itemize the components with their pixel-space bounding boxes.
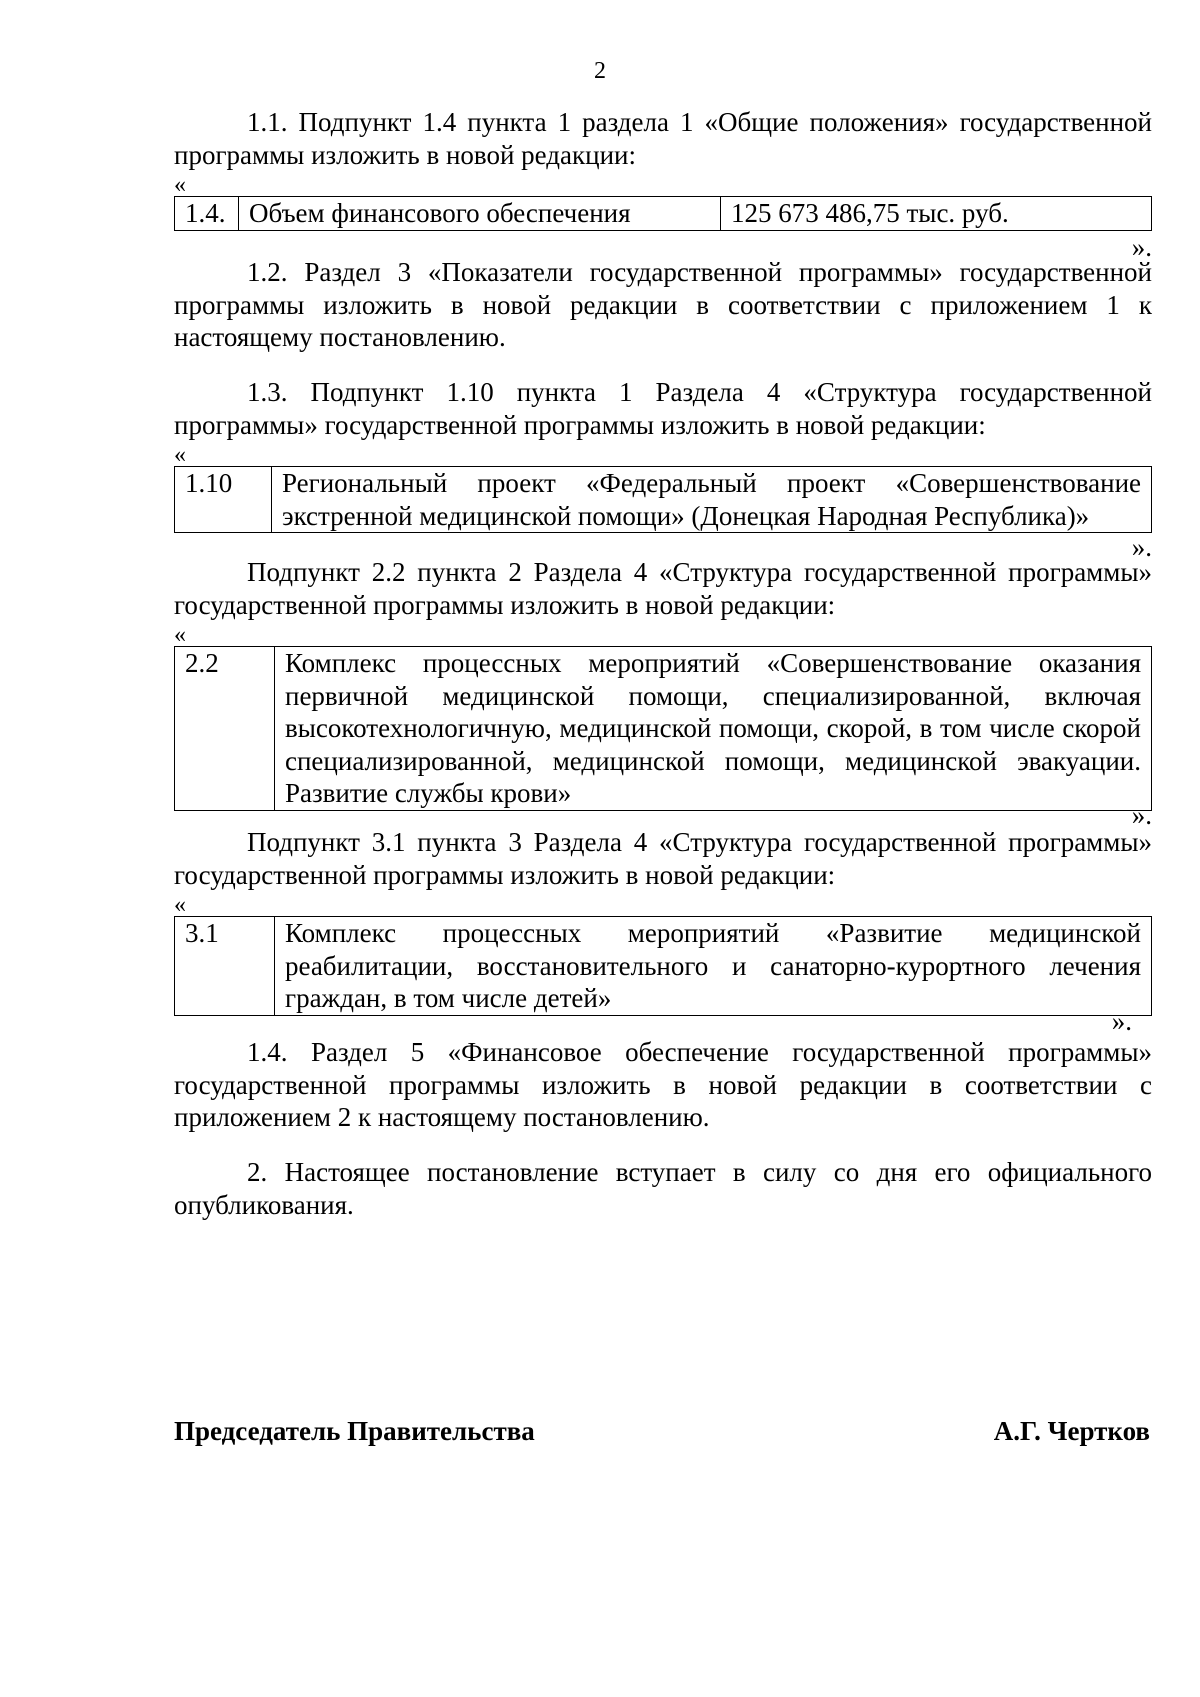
quote-close-1-3: ». [1131, 532, 1152, 562]
table-row [175, 197, 1152, 231]
signature-block [174, 1414, 1152, 1448]
table-3-1 [174, 916, 1152, 1016]
page-number: 2 [594, 58, 606, 84]
signatory-position: Председатель Правительства [174, 1416, 535, 1446]
quote-open-1-3: « [174, 442, 186, 468]
table-row [175, 647, 1152, 811]
table-2-2 [174, 646, 1152, 811]
table-row [175, 917, 1152, 1016]
paragraph-1-1: 1.1. Подпункт 1.4 пункта 1 раздела 1 «Общие положения» государственной программы изложить в новой редакции: [174, 107, 1152, 170]
quote-close-1-1: ». [1131, 232, 1152, 262]
quote-open-3-1: « [174, 892, 186, 918]
paragraph-1-2: 1.2. Раздел 3 «Показатели государственной программы» государственной программы изложить в новой редакции в соответствии с приложением 1 к настоящему постановлению. [174, 257, 1152, 352]
quote-close-2-2: ». [1131, 800, 1152, 830]
quote-close-3-1: ». [1111, 1006, 1132, 1036]
table-1-4 [174, 196, 1152, 231]
paragraph-1-3: 1.3. Подпункт 1.10 пункта 1 Раздела 4 «Структура государственной программы» государственной программы изложить в новой редакции: [174, 377, 1152, 440]
row-number: 3.1 [175, 917, 275, 1016]
row-value: 125 673 486,75 тыс. руб. [721, 197, 1152, 231]
row-text: Комплекс процессных мероприятий «Совершенствование оказания первичной медицинской помощи, специализированной, включая высокотехнологичную, медицинской помощи, скорой, в том числе скорой специализированной, медицинской помощи, медицинской эвакуации. Развитие службы крови» [275, 647, 1152, 811]
row-number: 1.4. [175, 197, 239, 231]
paragraph-2-2: Подпункт 2.2 пункта 2 Раздела 4 «Структура государственной программы» государственной программы изложить в новой редакции: [174, 557, 1152, 620]
paragraph-3-1: Подпункт 3.1 пункта 3 Раздела 4 «Структура государственной программы» государственной программы изложить в новой редакции: [174, 827, 1152, 890]
signatory-name: А.Г. Чертков [993, 1416, 1150, 1446]
table-row [175, 467, 1152, 533]
row-number: 1.10 [175, 467, 272, 533]
quote-open-2-2: « [174, 622, 186, 648]
paragraph-1-4: 1.4. Раздел 5 «Финансовое обеспечение государственной программы» государственной программы изложить в новой редакции в соответствии с приложением 2 к настоящему постановлению. [174, 1037, 1152, 1132]
row-name: Объем финансового обеспечения [239, 197, 721, 231]
row-text: Комплекс процессных мероприятий «Развитие медицинской реабилитации, восстановительного и санаторно-курортного лечения граждан, в том числе детей» [275, 917, 1152, 1016]
table-1-10 [174, 466, 1152, 533]
paragraph-2: 2. Настоящее постановление вступает в силу со дня его официального опубликования. [174, 1157, 1152, 1220]
quote-open-1-1: « [174, 172, 186, 198]
row-text: Региональный проект «Федеральный проект «Совершенствование экстренной медицинской помощи» (Донецкая Народная Республика)» [272, 467, 1152, 533]
row-number: 2.2 [175, 647, 275, 811]
